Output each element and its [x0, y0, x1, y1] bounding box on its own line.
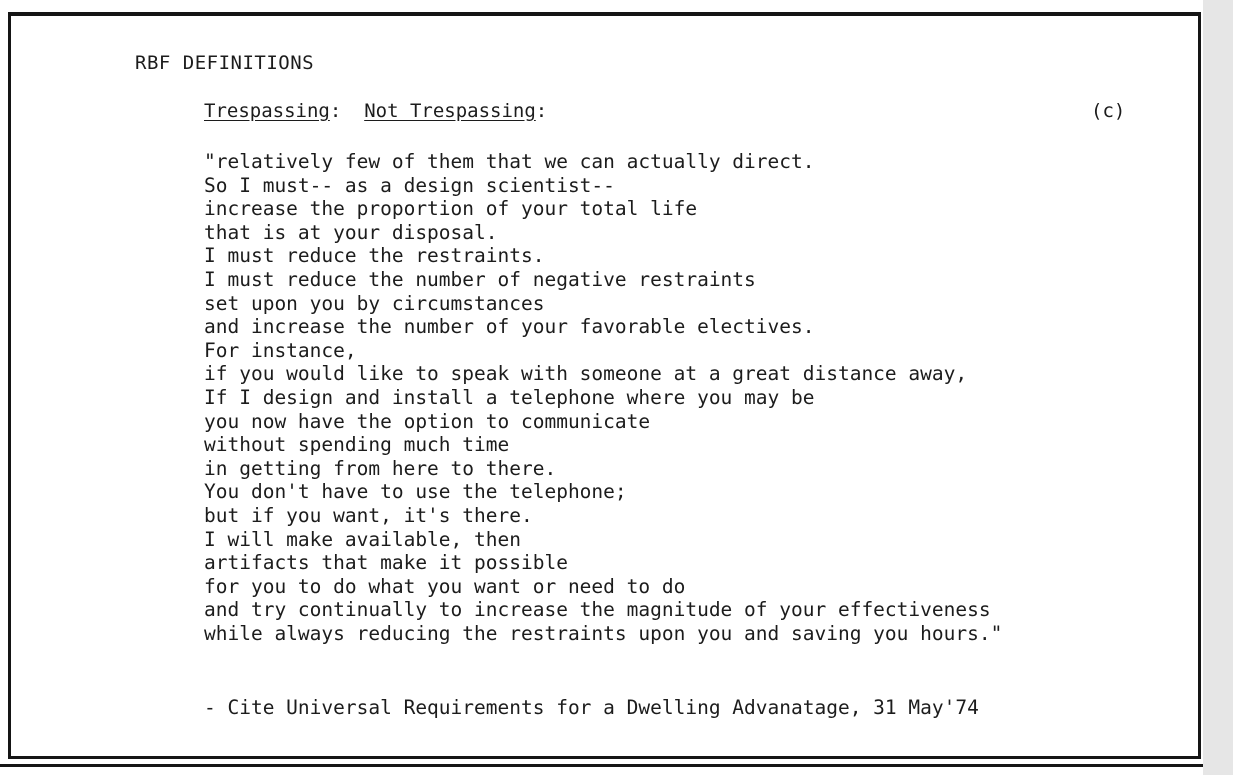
quote-line: in getting from here to there. — [204, 456, 557, 480]
term-not-trespassing: Not Trespassing — [364, 100, 536, 122]
definition-card — [8, 12, 1201, 759]
quote-line: increase the proportion of your total life — [204, 197, 698, 221]
page-title: RBF DEFINITIONS — [135, 52, 315, 74]
quote-line: I must reduce the restraints. — [204, 244, 545, 268]
definition-terms — [204, 100, 547, 122]
quote-line: "relatively few of them that we can actually direct. — [204, 150, 815, 173]
section-marker: (c) — [1091, 100, 1126, 122]
quote-line: I must reduce the number of negative restraints — [204, 267, 756, 291]
quote-line: you now have the option to communicate — [204, 409, 651, 433]
term-separator: : — [535, 100, 548, 122]
bottom-divider — [0, 764, 1203, 767]
quote-line: without spending much time — [204, 433, 510, 457]
quote-line: if you would like to speak with someone at a great distance away, — [204, 362, 968, 386]
quote-line: and increase the number of your favorable electives. — [204, 315, 815, 339]
term-trespassing: Trespassing — [204, 100, 330, 122]
term-separator: : — [329, 100, 342, 122]
quote-line: artifacts that make it possible — [204, 551, 568, 575]
quote-line: and try continually to increase the magnitude of your effectiveness — [204, 598, 991, 622]
quote-line: while always reducing the restraints upon you and saving you hours." — [204, 621, 1003, 645]
quote-line: So I must-- as a design scientist-- — [204, 173, 615, 197]
quote-line: for you to do what you want or need to do — [204, 574, 686, 598]
quote-line: that is at your disposal. — [204, 220, 498, 244]
citation: - Cite Universal Requirements for a Dwelling Advanatage, 31 May'74 — [204, 696, 979, 719]
quote-line: set upon you by circumstances — [204, 291, 545, 315]
scan-margin — [1203, 0, 1233, 775]
quote-line: You don't have to use the telephone; — [204, 480, 627, 504]
quote-line: I will make available, then — [204, 527, 521, 551]
quote-line: If I design and install a telephone where you may be — [204, 385, 815, 409]
quote-line: but if you want, it's there. — [204, 503, 533, 527]
quote-block — [204, 150, 1002, 645]
quote-line: For instance, — [204, 338, 357, 362]
